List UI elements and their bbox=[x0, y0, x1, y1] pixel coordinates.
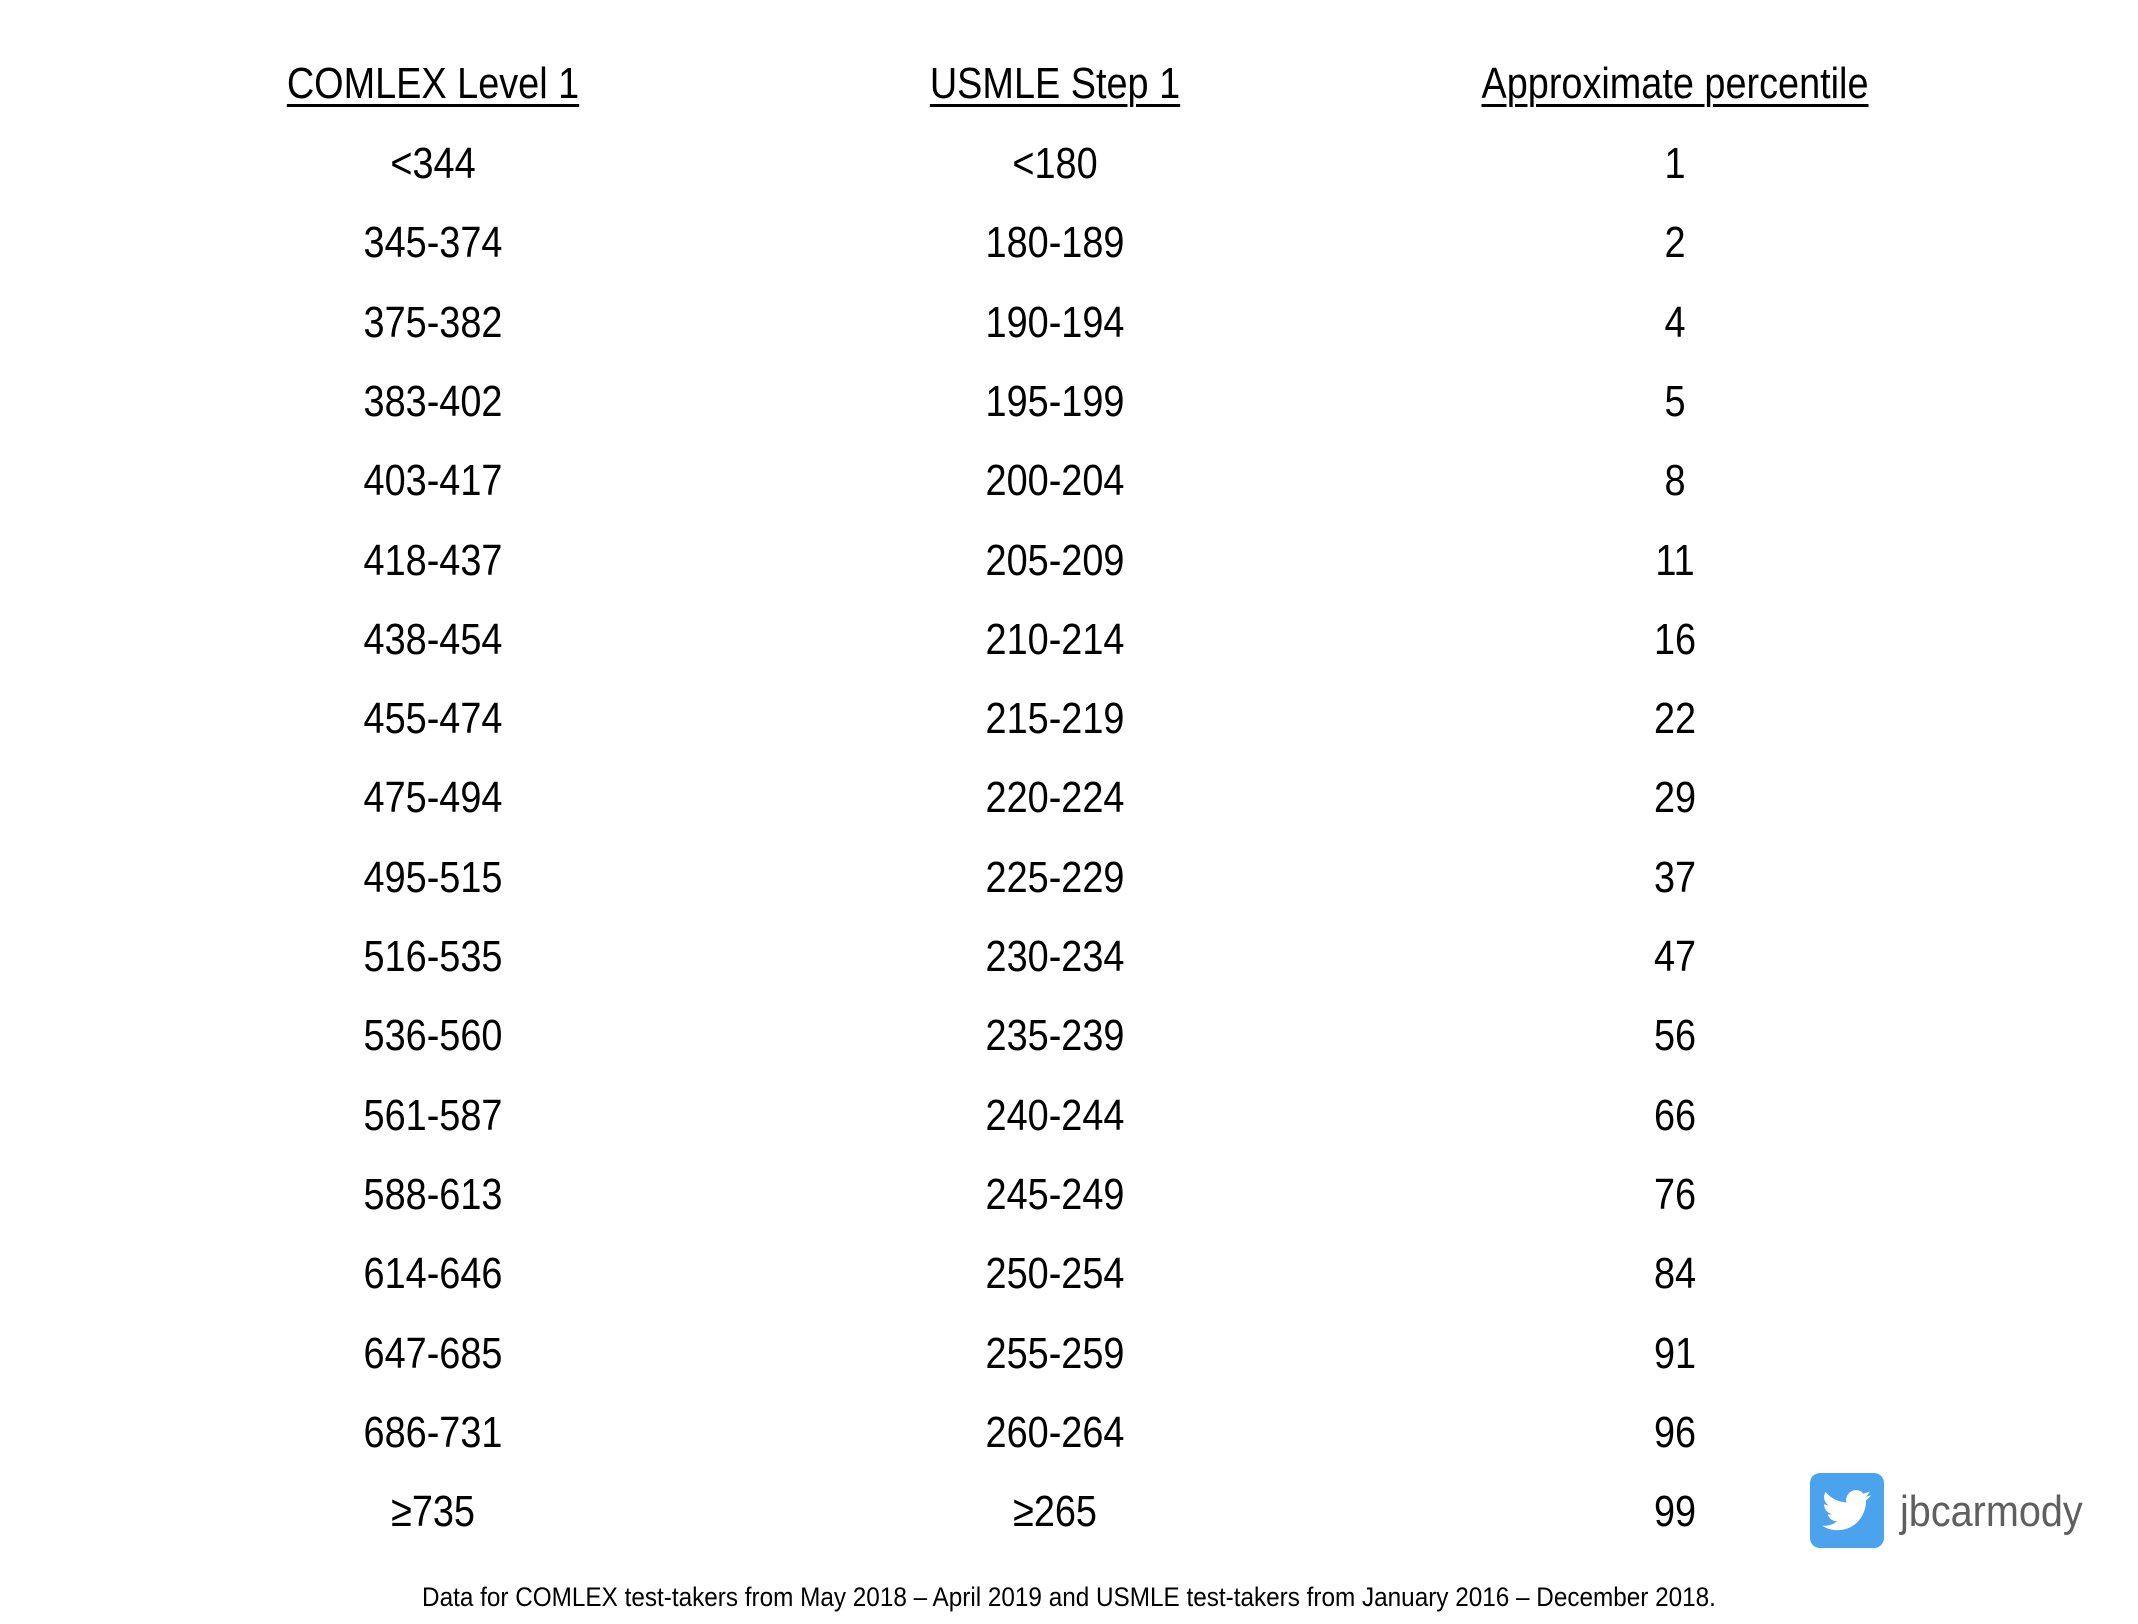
table-cell: 8 bbox=[1664, 456, 1686, 506]
table-cell: 250-254 bbox=[985, 1249, 1125, 1299]
table-cell: 438-454 bbox=[363, 614, 503, 664]
table-cell: 647-685 bbox=[363, 1328, 503, 1378]
column-header bbox=[1417, 56, 1933, 112]
table-cell: 235-239 bbox=[985, 1011, 1125, 1061]
table-cell: 561-587 bbox=[363, 1090, 503, 1140]
table-cell: 614-646 bbox=[363, 1249, 503, 1299]
table-cell: 455-474 bbox=[363, 694, 503, 744]
table-cell: ≥265 bbox=[1013, 1487, 1097, 1537]
footnote: Data for COMLEX test-takers from May 2018 – April 2019 and USMLE test-takers from January 2016 – December 2018. bbox=[422, 1582, 1716, 1612]
table-cell: 418-437 bbox=[363, 535, 503, 585]
table-cell: 22 bbox=[1653, 694, 1697, 744]
table-cell: 588-613 bbox=[363, 1169, 503, 1219]
table-cell: 200-204 bbox=[985, 456, 1125, 506]
table-cell: 4 bbox=[1664, 297, 1686, 347]
table-cell: 245-249 bbox=[985, 1169, 1125, 1219]
table-cell: 84 bbox=[1653, 1249, 1697, 1299]
table-cell: 96 bbox=[1653, 1407, 1697, 1457]
table-cell: 76 bbox=[1653, 1169, 1697, 1219]
table-cell: 345-374 bbox=[363, 218, 503, 268]
table-cell: <180 bbox=[1012, 139, 1098, 188]
table-cell: 37 bbox=[1653, 852, 1697, 902]
table-cell: 255-259 bbox=[985, 1328, 1125, 1378]
table-cell: 47 bbox=[1653, 932, 1697, 981]
table-cell: 66 bbox=[1653, 1090, 1697, 1140]
table-cell: 516-535 bbox=[363, 932, 503, 981]
table-cell: 475-494 bbox=[363, 773, 503, 823]
table-cell: 686-731 bbox=[363, 1407, 503, 1457]
table-cell: 29 bbox=[1653, 773, 1697, 823]
table-cell: 220-224 bbox=[985, 773, 1125, 823]
table-cell: 210-214 bbox=[985, 614, 1125, 664]
twitter-bird-icon bbox=[1822, 1490, 1872, 1532]
table-cell: <344 bbox=[390, 139, 476, 188]
table-cell: 11 bbox=[1655, 535, 1695, 585]
column-header bbox=[175, 56, 691, 112]
table-cell: 375-382 bbox=[363, 297, 503, 347]
table-cell: 495-515 bbox=[363, 852, 503, 902]
table-cell: 1 bbox=[1664, 139, 1686, 188]
column-header-label: USMLE Step 1 bbox=[929, 59, 1181, 108]
column-header-label: Approximate percentile bbox=[1481, 59, 1869, 108]
table-cell: 56 bbox=[1653, 1011, 1697, 1061]
table-cell: 91 bbox=[1653, 1328, 1697, 1378]
table-cell: 195-199 bbox=[985, 376, 1125, 426]
table-cell: 2 bbox=[1664, 218, 1686, 268]
twitter-icon bbox=[1810, 1473, 1884, 1548]
table-cell: 205-209 bbox=[985, 535, 1125, 585]
table-cell: 536-560 bbox=[363, 1011, 503, 1061]
table-cell: 190-194 bbox=[985, 297, 1125, 347]
twitter-handle: jbcarmody bbox=[1900, 1487, 2083, 1536]
table-cell: 99 bbox=[1653, 1487, 1697, 1537]
table-cell: 180-189 bbox=[985, 218, 1125, 268]
table-cell: 403-417 bbox=[363, 456, 503, 506]
table-cell: 383-402 bbox=[363, 376, 503, 426]
table-cell: 5 bbox=[1664, 376, 1686, 426]
column-header bbox=[797, 56, 1313, 112]
table-cell: 225-229 bbox=[985, 852, 1125, 902]
column-header-label: COMLEX Level 1 bbox=[286, 59, 580, 108]
table-cell: 16 bbox=[1653, 614, 1697, 664]
table-cell: 240-244 bbox=[985, 1090, 1125, 1140]
table-cell: 260-264 bbox=[985, 1407, 1125, 1457]
table-cell: ≥735 bbox=[391, 1487, 475, 1537]
table-cell: 230-234 bbox=[985, 932, 1125, 981]
table-cell: 215-219 bbox=[985, 694, 1125, 744]
